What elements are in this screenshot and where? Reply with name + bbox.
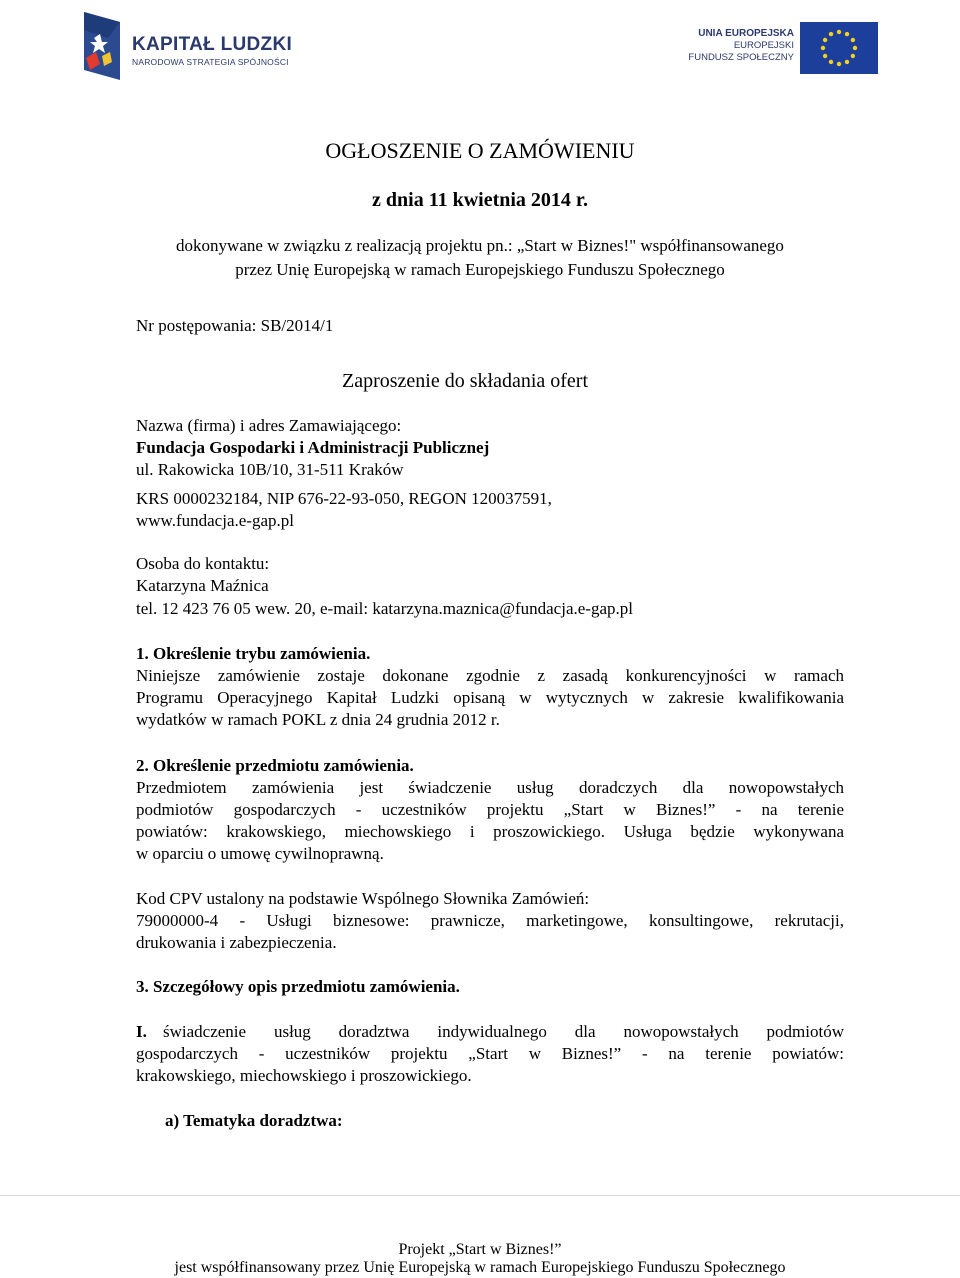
kapital-ludzki-title: KAPITAŁ LUDZKI <box>132 34 293 55</box>
eu-star <box>845 60 849 64</box>
footer-project: Projekt „Start w Biznes!” <box>398 1241 562 1258</box>
section-1-heading: 1. Określenie trybu zamówienia. <box>136 644 371 663</box>
eu-star <box>837 30 841 34</box>
buyer-address: ul. Rakowicka 10B/10, 31-511 Kraków <box>136 460 404 479</box>
contact-name: Katarzyna Maźnica <box>136 576 269 595</box>
section-3-heading: 3. Szczegółowy opis przedmiotu zamówienia. <box>136 977 460 996</box>
eu-star <box>829 32 833 36</box>
contact-phone-email: tel. 12 423 76 05 wew. 20, e-mail: katarzyna.maznica@fundacja.e-gap.pl <box>136 599 633 618</box>
case-number: Nr postępowania: SB/2014/1 <box>136 316 334 335</box>
intro-line-1: dokonywane w związku z realizacją projektu pn.: „Start w Biznes!" współfinansowanego <box>176 236 784 255</box>
eu-star <box>829 60 833 64</box>
announcement-date: z dnia 11 kwietnia 2014 r. <box>372 189 588 211</box>
eu-star <box>821 46 825 50</box>
cpv-line: 79000000-4 - Usługi biznesowe: prawnicze, marketingowe, konsultingowe, rekrutacji, <box>136 911 844 930</box>
eu-flag-icon <box>800 22 878 74</box>
section-2-line: powiatów: krakowskiego, miechowskiego i proszowickiego. Usługa będzie wykonywana <box>136 822 844 841</box>
buyer-name: Fundacja Gospodarki i Administracji Publicznej <box>136 438 490 457</box>
section-1-line: Niniejsze zamówienie zostaje dokonane zgodnie z zasadą konkurencyjności w ramach <box>136 666 844 685</box>
section-2-line: w oparciu o umowę cywilnoprawną. <box>136 844 384 863</box>
kapital-ludzki-subtitle: NARODOWA STRATEGIA SPÓJNOŚCI <box>132 57 289 67</box>
section-3-line: krakowskiego, miechowskiego i proszowickiego. <box>136 1066 472 1085</box>
footer-cofinanced: jest współfinansowany przez Unię Europejską w ramach Europejskiego Funduszu Społecznego <box>174 1259 786 1276</box>
eu-star <box>823 54 827 58</box>
eu-logo <box>688 20 878 76</box>
eu-star <box>823 38 827 42</box>
eu-logo-line1: UNIA EUROPEJSKA <box>698 28 794 39</box>
intro-line-2: przez Unię Europejską w ramach Europejskiego Funduszu Społecznego <box>235 260 725 279</box>
footer-divider <box>0 1195 960 1196</box>
eu-logo-line2: EUROPEJSKI <box>733 40 794 51</box>
eu-star <box>851 38 855 42</box>
eu-star <box>837 62 841 66</box>
kapital-ludzki-logo <box>80 8 310 84</box>
kapital-ludzki-emblem-icon <box>80 8 130 84</box>
section-3-subheading: a) Tematyka doradztwa: <box>165 1111 343 1130</box>
buyer-website: www.fundacja.e-gap.pl <box>136 511 294 530</box>
page-title: OGŁOSZENIE O ZAMÓWIENIU <box>325 138 635 163</box>
buyer-label: Nazwa (firma) i adres Zamawiającego: <box>136 416 402 435</box>
section-2-line: podmiotów gospodarczych - uczestników projektu „Start w Biznes!” - na terenie <box>136 800 844 819</box>
section-3-item-marker: I. <box>136 1022 147 1041</box>
eu-star <box>851 54 855 58</box>
section-3-line: gospodarczych - uczestników projektu „Start w Biznes!” - na terenie powiatów: <box>136 1044 844 1063</box>
section-2-line: Przedmiotem zamówienia jest świadczenie usług doradczych dla nowopowstałych <box>136 778 844 797</box>
eu-logo-line3: FUNDUSZ SPOŁECZNY <box>688 52 794 63</box>
section-1-line: wydatków w ramach POKL z dnia 24 grudnia 2012 r. <box>136 710 500 729</box>
section-2-heading: 2. Określenie przedmiotu zamówienia. <box>136 756 414 775</box>
cpv-label: Kod CPV ustalony na podstawie Wspólnego Słownika Zamówień: <box>136 889 590 908</box>
cpv-line: drukowania i zabezpieczenia. <box>136 933 337 952</box>
invitation-heading: Zaproszenie do składania ofert <box>342 370 589 392</box>
eu-star <box>853 46 857 50</box>
contact-label: Osoba do kontaktu: <box>136 554 270 573</box>
section-1-line: Programu Operacyjnego Kapitał Ludzki opisaną w wytycznych w zakresie kwalifikowania <box>136 688 844 707</box>
eu-star <box>845 32 849 36</box>
buyer-registry: KRS 0000232184, NIP 676-22-93-050, REGON 120037591, <box>136 489 552 508</box>
section-3-line: świadczenie usług doradztwa indywidualnego dla nowopowstałych podmiotów <box>163 1022 844 1041</box>
